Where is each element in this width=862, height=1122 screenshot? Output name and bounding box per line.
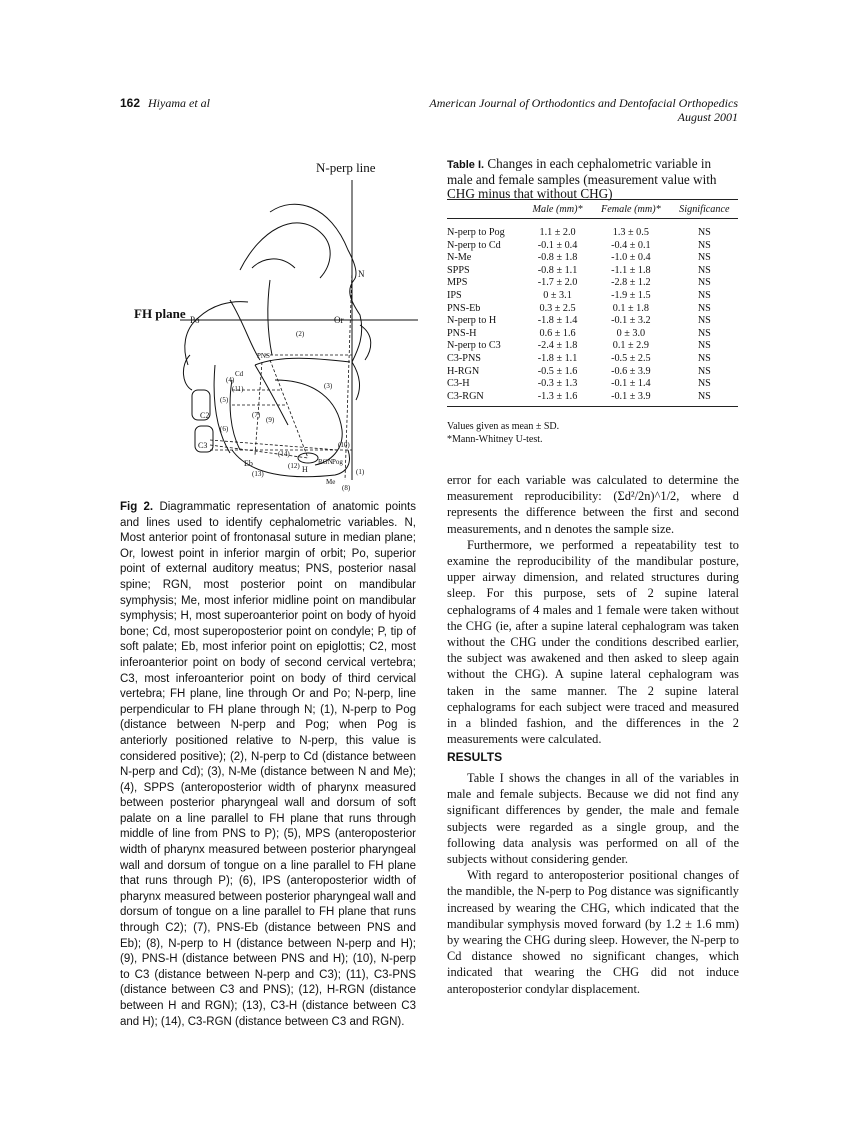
label-pog: Pog bbox=[332, 458, 343, 466]
header-significance: Significance bbox=[671, 200, 738, 219]
cell-significance: NS bbox=[697, 239, 711, 251]
cell-female: -0.1 ± 3.9 bbox=[611, 390, 651, 402]
cell-male: -1.3 ± 1.6 bbox=[537, 390, 578, 402]
label-m6: (6) bbox=[220, 425, 229, 433]
cell-female: -0.6 ± 3.9 bbox=[611, 365, 651, 377]
table-row bbox=[447, 315, 738, 328]
table-caption-text: Changes in each cephalometric variable in male and female samples (measurement value with CHG minus that without CHG) bbox=[447, 156, 717, 201]
figure-label: Fig 2. bbox=[120, 501, 154, 513]
header-male: Male (mm)* bbox=[524, 200, 591, 219]
orbit-contour bbox=[240, 223, 330, 278]
figure-caption bbox=[120, 500, 416, 1030]
cell-significance: NS bbox=[697, 327, 711, 339]
table-note-test: *Mann-Whitney U-test. bbox=[447, 433, 543, 445]
cell-variable: N-perp to Pog bbox=[447, 227, 505, 238]
label-m8: (8) bbox=[342, 484, 351, 492]
cell-female: -0.1 ± 1.4 bbox=[611, 378, 651, 390]
cell-male: 1.1 ± 2.0 bbox=[539, 227, 576, 238]
table-row bbox=[447, 265, 738, 278]
label-m7: (7) bbox=[252, 411, 261, 419]
label-m9: (9) bbox=[266, 416, 275, 424]
cephalometric-figure bbox=[120, 150, 420, 495]
label-me: Me bbox=[326, 478, 336, 486]
table-row bbox=[447, 240, 738, 253]
cell-variable: N-perp to Cd bbox=[447, 239, 501, 251]
label-h: H bbox=[302, 465, 308, 474]
cell-variable: C3-H bbox=[447, 378, 470, 390]
table-header-row bbox=[447, 200, 738, 219]
cell-significance: NS bbox=[697, 352, 711, 364]
table-row bbox=[447, 252, 738, 265]
label-c2: C2 bbox=[200, 411, 210, 420]
cell-female: -1.9 ± 1.5 bbox=[611, 289, 651, 301]
cell-male: -1.7 ± 2.0 bbox=[537, 277, 578, 289]
table-footnotes bbox=[447, 421, 559, 446]
body-text-upper bbox=[447, 472, 739, 747]
cranial-base bbox=[185, 302, 248, 365]
label-n: N bbox=[358, 269, 365, 279]
cell-significance: NS bbox=[697, 252, 711, 264]
table-row bbox=[447, 219, 738, 240]
table-row bbox=[447, 378, 738, 391]
cell-male: 0.3 ± 2.5 bbox=[539, 302, 576, 314]
header-female: Female (mm)* bbox=[591, 200, 671, 219]
cell-significance: NS bbox=[697, 277, 711, 289]
table-row bbox=[447, 290, 738, 303]
running-author: Hiyama et al bbox=[148, 96, 210, 110]
table-row bbox=[447, 353, 738, 366]
face-profile bbox=[270, 204, 362, 400]
label-c3: C3 bbox=[198, 441, 208, 450]
cell-variable: PNS-Eb bbox=[447, 302, 481, 314]
cell-female: -1.0 ± 0.4 bbox=[611, 252, 651, 264]
cell-male: -0.3 ± 1.3 bbox=[537, 378, 578, 390]
cell-female: 0 ± 3.0 bbox=[616, 327, 646, 339]
cell-female: 1.3 ± 0.5 bbox=[612, 227, 649, 238]
cell-variable: N-perp to H bbox=[447, 315, 497, 327]
label-or: Or bbox=[334, 315, 344, 325]
cephalometric-diagram bbox=[120, 150, 420, 495]
cell-male: -0.8 ± 1.8 bbox=[537, 252, 578, 264]
header-variable bbox=[447, 200, 524, 219]
table-row bbox=[447, 328, 738, 341]
cell-significance: NS bbox=[697, 390, 711, 402]
table-row bbox=[447, 366, 738, 379]
table-label: Table I. bbox=[447, 159, 485, 171]
label-m1: (1) bbox=[356, 468, 365, 476]
issue-date: August 2001 bbox=[677, 110, 738, 124]
cell-male: 0.6 ± 1.6 bbox=[539, 327, 576, 339]
cell-female: -0.5 ± 2.5 bbox=[611, 352, 651, 364]
cell-significance: NS bbox=[697, 340, 711, 352]
body-text-results bbox=[447, 770, 739, 997]
cell-variable: C3-RGN bbox=[447, 390, 484, 402]
label-pns: PNS bbox=[257, 352, 270, 360]
cell-male: -1.8 ± 1.4 bbox=[537, 315, 578, 327]
cell-female: 0.1 ± 1.8 bbox=[612, 302, 649, 314]
cell-variable: PNS-H bbox=[447, 327, 477, 339]
label-m13: (13) bbox=[252, 470, 264, 478]
cell-variable: N-Me bbox=[447, 252, 472, 264]
label-m4: (4) bbox=[226, 376, 235, 384]
table-caption bbox=[447, 157, 740, 202]
cell-male: -1.8 ± 1.1 bbox=[537, 352, 578, 364]
label-m3: (3) bbox=[324, 382, 333, 390]
cell-male: -0.1 ± 0.4 bbox=[537, 239, 578, 251]
paragraph-results-1: Table I shows the changes in all of the variables in male and female subjects. Because we did not find any significant differences by gender, the male and female subjects were regarded as a single group, and the following data analysis was performed on all of the subjects without considering gender. bbox=[447, 771, 739, 867]
cell-male: -2.4 ± 1.8 bbox=[537, 340, 578, 352]
table-row bbox=[447, 303, 738, 316]
cell-significance: NS bbox=[697, 315, 711, 327]
cell-variable: H-RGN bbox=[447, 365, 480, 377]
label-cd: Cd bbox=[235, 370, 244, 378]
label-m10: (10) bbox=[338, 441, 350, 449]
label-m11: (11) bbox=[232, 385, 244, 393]
label-po: Po bbox=[190, 315, 200, 325]
cell-male: 0 ± 3.1 bbox=[543, 289, 572, 301]
cell-female: -2.8 ± 1.2 bbox=[611, 277, 651, 289]
cell-female: -0.1 ± 3.2 bbox=[611, 315, 651, 327]
cell-female: -1.1 ± 1.8 bbox=[611, 264, 651, 276]
label-m14: (14) bbox=[278, 450, 290, 458]
cell-significance: NS bbox=[697, 227, 711, 238]
cell-significance: NS bbox=[697, 264, 711, 276]
journal-name: American Journal of Orthodontics and Dentofacial Orthopedics bbox=[429, 96, 738, 110]
cell-variable: MPS bbox=[447, 277, 468, 289]
cell-variable: SPPS bbox=[447, 264, 470, 276]
table-row bbox=[447, 340, 738, 353]
cell-variable: IPS bbox=[447, 289, 462, 301]
cell-significance: NS bbox=[697, 289, 711, 301]
figure-caption-text: Diagrammatic representation of anatomic points and lines used to identify cephalometric variables. N, Most anterior point of frontonasal suture in median plane; Or, lowest point in inferior margin of orbit; Po, superior point of external auditory meatus; PNS, posterior nasal spine; RGN, most posterior point on mandibular symphysis; Me, most inferior midline point on mandibular symphysis; H, most superoanterior point on body of hyoid bone; Cd, most superoposterior point on condyle; P, tip of soft palate; Eb, most inferior point on epiglottis; C2, most inferoanterior point on body of second cervical vertebra; C3, most inferoanterior point on body of third cervical vertebra; FH plane, line through Or and Po; N-perp, line perpendicular to FH plane through N; (1), N-perp to Pog (distance between N-perp and Pog; when Pog is anteriorly positioned relative to N-perp, this value is considered positive); (2), N-perp to Cd (distance between N-perp and Cd); (3), N-Me (distance between N and Me); (4), SPPS (anteroposterior width of pharynx measured between posterior pharyngeal wall and dorsum of soft palate on a line parallel to FH plane that runs through middle of line from PNS to P); (5), MPS (anteroposterior width of pharynx measured between posterior pharyngeal wall and dorsum of tongue on a line parallel to FH plane that runs through P); (6), IPS (anteroposterior width of pharynx measured between posterior pharyngeal wall and dorsum of tongue on a line parallel to FH plane that runs through C2); (7), PNS-Eb (distance between PNS and Eb); (8), N-perp to H (distance between N-perp and H); (9), PNS-H (distance between PNS and H); (10), N-perp to C3 (distance between N-perp and C3); (11), C3-PNS (distance between C3 and PNS); (12), H-RGN (distance between H and RGN); (13), C3-H (distance between C3 and H); (14), C3-RGN (distance between C3 and RGN). bbox=[120, 501, 416, 1028]
cell-significance: NS bbox=[697, 302, 711, 314]
table-row bbox=[447, 277, 738, 290]
paragraph-results-2: With regard to anteroposterior positional changes of the mandible, the N-perp to Pog distance was significantly increased by wearing the CHG, which indicated that the mandibular symphysis moved forward (by 1.2 ± 1.6 mm) by wearing the CHG during sleep. However, the N-perp to Cd distance showed no significant changes, which indicated that wearing the CHG did not induce anteroposterior condylar displacement. bbox=[447, 868, 739, 996]
table-row bbox=[447, 391, 738, 407]
cell-female: -0.4 ± 0.1 bbox=[611, 239, 651, 251]
cell-significance: NS bbox=[697, 378, 711, 390]
label-rgn: RGN bbox=[318, 458, 333, 466]
cell-male: -0.8 ± 1.1 bbox=[537, 264, 578, 276]
cell-variable: N-perp to C3 bbox=[447, 340, 501, 352]
cell-male: -0.5 ± 1.6 bbox=[537, 365, 578, 377]
paragraph-reproducibility: error for each variable was calculated to determine the measurement reproducibility: (Σd²/2n)^1/2, where d represents the difference between the first and second measurements, and n denotes the sample size. bbox=[447, 473, 739, 536]
label-nperp: N-perp line bbox=[316, 160, 376, 175]
cell-significance: NS bbox=[697, 365, 711, 377]
paragraph-repeatability: Furthermore, we performed a repeatability test to examine the reproducibility of the mandibular posture, upper airway dimension, and related structures during sleep. For this purpose, sets of 2 supine lateral cephalograms of 4 males and 1 female were taken without the CHG (ie, after a supine lateral cephalogram was taken without the CHG under the conditions described earlier, the subject was awakened and then asked to sleep again without the CHG). A supine lateral cephalogram was taken in the same manner. The 2 supine lateral cephalograms for each subject were traced and measured in a blinded fashion, and the differences in the 2 measurements were calculated. bbox=[447, 537, 739, 747]
label-m5: (5) bbox=[220, 396, 229, 404]
label-eb: Eb bbox=[244, 459, 253, 468]
cephalometric-table bbox=[447, 199, 738, 407]
label-fh-plane: FH plane bbox=[134, 306, 186, 321]
journal-header bbox=[338, 96, 738, 124]
cell-female: 0.1 ± 2.9 bbox=[612, 340, 649, 352]
table-note-values: Values given as mean ± SD. bbox=[447, 421, 560, 432]
results-heading: RESULTS bbox=[447, 750, 503, 764]
cell-variable: C3-PNS bbox=[447, 352, 481, 364]
label-m2: (2) bbox=[296, 330, 305, 338]
page-number: 162 bbox=[120, 96, 141, 110]
label-m12: (12) bbox=[288, 462, 300, 470]
